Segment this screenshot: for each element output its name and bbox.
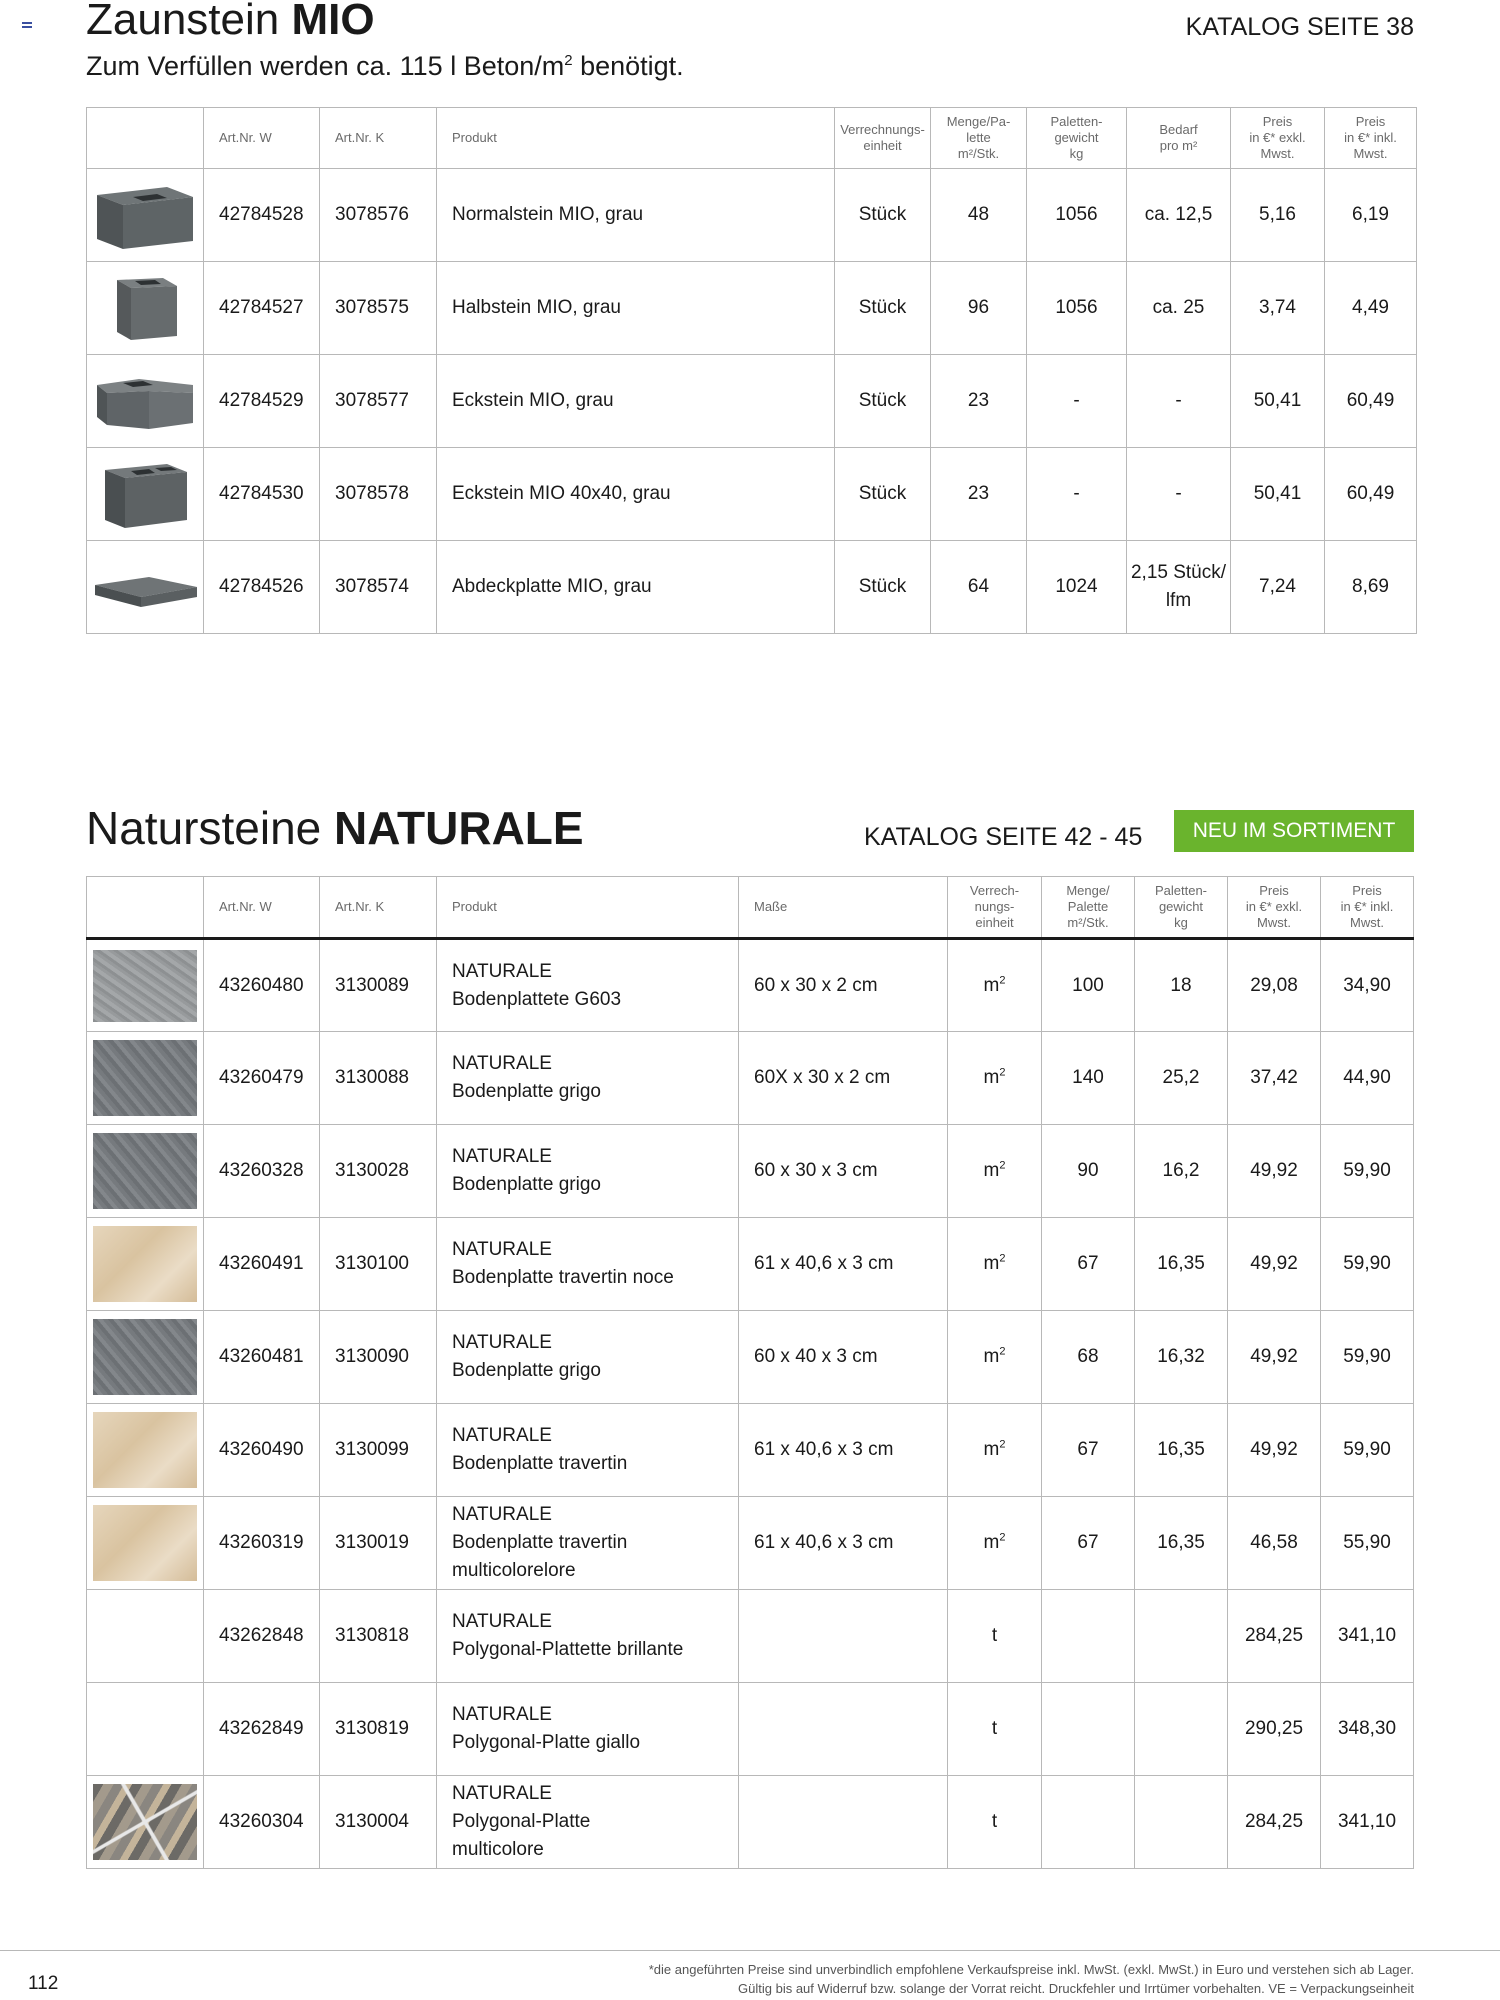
preis-exkl-cell: 50,41 xyxy=(1231,355,1325,448)
art-k-cell: 3130100 xyxy=(320,1218,437,1311)
menge-cell xyxy=(1042,1776,1135,1869)
art-w-cell: 42784526 xyxy=(204,541,320,634)
header-gewicht: Paletten- gewicht kg xyxy=(1027,108,1127,169)
bedarf-cell: - xyxy=(1127,355,1231,448)
preis-inkl-cell: 59,90 xyxy=(1321,1404,1414,1497)
masse-cell xyxy=(739,1776,948,1869)
masse-cell: 60 x 30 x 2 cm xyxy=(739,939,948,1032)
einheit-cell: $m^2$ xyxy=(948,939,1042,1032)
product-image-cell xyxy=(87,1218,204,1311)
art-k-cell: 3130028 xyxy=(320,1125,437,1218)
produkt-cell: NATURALE Polygonal-Platte multicolore xyxy=(437,1776,739,1869)
art-k-cell: 3130019 xyxy=(320,1497,437,1590)
menge-cell: 64 xyxy=(931,541,1027,634)
new-in-range-badge: NEU IM SORTIMENT xyxy=(1174,810,1414,852)
masse-cell: 61 x 40,6 x 3 cm xyxy=(739,1497,948,1590)
masse-cell: 61 x 40,6 x 3 cm xyxy=(739,1404,948,1497)
bedarf-cell: 2,15 Stück/ lfm xyxy=(1127,541,1231,634)
art-w-cell: 42784530 xyxy=(204,448,320,541)
product-image-cell xyxy=(87,262,204,355)
section1-subtitle: Zum Verfüllen werden ca. 115 l Beton/$m^2$ benötigt. xyxy=(86,51,684,81)
art-w-cell: 42784529 xyxy=(204,355,320,448)
table-row xyxy=(87,541,1417,634)
product-image-cell xyxy=(87,1590,204,1683)
menge-cell: 67 xyxy=(1042,1218,1135,1311)
menge-cell: 23 xyxy=(931,448,1027,541)
gewicht-cell: 16,35 xyxy=(1135,1497,1228,1590)
stone-texture-grey-image xyxy=(93,950,197,1022)
table-row xyxy=(87,169,1417,262)
stone-texture-grigo-image xyxy=(93,1319,197,1395)
gewicht-cell xyxy=(1135,1683,1228,1776)
menge-cell xyxy=(1042,1683,1135,1776)
stone-texture-grigo-image xyxy=(93,1040,197,1116)
preis-exkl-cell: 50,41 xyxy=(1231,448,1325,541)
produkt-cell: NATURALE Polygonal-Platte giallo xyxy=(437,1683,739,1776)
header-art-k: Art.Nr. K xyxy=(320,877,437,939)
preis-exkl-cell: 37,42 xyxy=(1228,1032,1321,1125)
menge-cell: 67 xyxy=(1042,1497,1135,1590)
preis-inkl-cell: 59,90 xyxy=(1321,1218,1414,1311)
header-preis-exkl: Preis in €* exkl. Mwst. xyxy=(1231,108,1325,169)
preis-exkl-cell: 284,25 xyxy=(1228,1590,1321,1683)
header-image xyxy=(87,877,204,939)
produkt-cell: Abdeckplatte MIO, grau xyxy=(437,541,835,634)
einheit-cell: Stück xyxy=(835,262,931,355)
preis-inkl-cell: 59,90 xyxy=(1321,1125,1414,1218)
table-row xyxy=(87,262,1417,355)
gewicht-cell xyxy=(1135,1776,1228,1869)
menge-cell: 140 xyxy=(1042,1032,1135,1125)
no-image-placeholder xyxy=(93,1598,197,1674)
table-row xyxy=(87,1218,1414,1311)
einheit-cell: Stück xyxy=(835,169,931,262)
product-image-cell xyxy=(87,1404,204,1497)
preis-exkl-cell: 3,74 xyxy=(1231,262,1325,355)
preis-inkl-cell: 60,49 xyxy=(1325,448,1417,541)
section2-catalog-page: KATALOG SEITE 42 - 45 xyxy=(864,823,1143,851)
preis-exkl-cell: 290,25 xyxy=(1228,1683,1321,1776)
preis-exkl-cell: 46,58 xyxy=(1228,1497,1321,1590)
product-image-cell xyxy=(87,169,204,262)
gewicht-cell: 25,2 xyxy=(1135,1032,1228,1125)
header-masse: Maße xyxy=(739,877,948,939)
produkt-cell: NATURALE Bodenplatte travertin xyxy=(437,1404,739,1497)
masse-cell xyxy=(739,1590,948,1683)
footnote-line-1: *die angeführten Preise sind unverbindlich empfohlene Verkaufspreise inkl. MwSt. (exkl. MwSt.) in Euro und verstehen sich ab Lager. xyxy=(648,1962,1414,1977)
eckstein-40-image xyxy=(93,456,197,532)
product-image-cell xyxy=(87,1497,204,1590)
stone-texture-travertin-image xyxy=(93,1226,197,1302)
einheit-cell: $m^2$ xyxy=(948,1218,1042,1311)
art-k-cell: 3078575 xyxy=(320,262,437,355)
art-w-cell: 43260481 xyxy=(204,1311,320,1404)
art-w-cell: 43260490 xyxy=(204,1404,320,1497)
art-w-cell: 43260304 xyxy=(204,1776,320,1869)
produkt-cell: NATURALE Bodenplatte grigo xyxy=(437,1311,739,1404)
table-row xyxy=(87,355,1417,448)
preis-exkl-cell: 7,24 xyxy=(1231,541,1325,634)
art-w-cell: 42784527 xyxy=(204,262,320,355)
art-k-cell: 3130819 xyxy=(320,1683,437,1776)
produkt-cell: Halbstein MIO, grau xyxy=(437,262,835,355)
table-row xyxy=(87,1311,1414,1404)
preis-exkl-cell: 284,25 xyxy=(1228,1776,1321,1869)
art-w-cell: 43260328 xyxy=(204,1125,320,1218)
price-footnote xyxy=(649,1960,1414,1998)
table-row xyxy=(87,1032,1414,1125)
header-verrechnung: Verrech- nungs- einheit xyxy=(948,877,1042,939)
table-header-row xyxy=(87,877,1414,939)
preis-inkl-cell: 341,10 xyxy=(1321,1776,1414,1869)
preis-inkl-cell: 6,19 xyxy=(1325,169,1417,262)
table-row xyxy=(87,1497,1414,1590)
header-gewicht: Paletten- gewicht kg xyxy=(1135,877,1228,939)
einheit-cell: Stück xyxy=(835,355,931,448)
produkt-cell: NATURALE Bodenplatte grigo xyxy=(437,1125,739,1218)
menge-cell: 96 xyxy=(931,262,1027,355)
menge-cell: 100 xyxy=(1042,939,1135,1032)
product-image-cell xyxy=(87,1776,204,1869)
stone-texture-travertin-image xyxy=(93,1412,197,1488)
menge-cell: 23 xyxy=(931,355,1027,448)
produkt-cell: NATURALE Polygonal-Plattette brillante xyxy=(437,1590,739,1683)
normalstein-image xyxy=(93,177,197,253)
einheit-cell: $m^2$ xyxy=(948,1404,1042,1497)
art-w-cell: 43260319 xyxy=(204,1497,320,1590)
mio-product-table xyxy=(86,107,1417,634)
preis-inkl-cell: 55,90 xyxy=(1321,1497,1414,1590)
bedarf-cell: ca. 25 xyxy=(1127,262,1231,355)
preis-inkl-cell: 341,10 xyxy=(1321,1590,1414,1683)
preis-exkl-cell: 49,92 xyxy=(1228,1218,1321,1311)
table-header-row xyxy=(87,108,1417,169)
einheit-cell: t xyxy=(948,1776,1042,1869)
art-k-cell: 3130099 xyxy=(320,1404,437,1497)
masse-cell: 61 x 40,6 x 3 cm xyxy=(739,1218,948,1311)
section2-title: Natursteine NATURALE xyxy=(86,802,584,854)
gewicht-cell xyxy=(1135,1590,1228,1683)
abdeckplatte-image xyxy=(93,549,197,625)
section1-title: Zaunstein MIO xyxy=(86,0,375,44)
einheit-cell: t xyxy=(948,1590,1042,1683)
header-produkt: Produkt xyxy=(437,877,739,939)
gewicht-cell: 16,35 xyxy=(1135,1218,1228,1311)
stone-texture-travertin-image xyxy=(93,1505,197,1581)
page-number: 112 xyxy=(28,1973,59,1994)
preis-inkl-cell: 8,69 xyxy=(1325,541,1417,634)
bedarf-cell: - xyxy=(1127,448,1231,541)
preis-exkl-cell: 49,92 xyxy=(1228,1311,1321,1404)
gewicht-cell: 18 xyxy=(1135,939,1228,1032)
art-k-cell: 3078574 xyxy=(320,541,437,634)
bedarf-cell: ca. 12,5 xyxy=(1127,169,1231,262)
produkt-cell: NATURALE Bodenplatte travertin noce xyxy=(437,1218,739,1311)
preis-inkl-cell: 34,90 xyxy=(1321,939,1414,1032)
product-image-cell xyxy=(87,1032,204,1125)
table-row xyxy=(87,448,1417,541)
preis-inkl-cell: 4,49 xyxy=(1325,262,1417,355)
art-w-cell: 43262848 xyxy=(204,1590,320,1683)
gewicht-cell: 16,2 xyxy=(1135,1125,1228,1218)
header-menge: Menge/ Palette m²/Stk. xyxy=(1042,877,1135,939)
stone-texture-polygonal-image xyxy=(93,1784,197,1860)
table-row xyxy=(87,1125,1414,1218)
product-image-cell xyxy=(87,541,204,634)
section1-catalog-page: KATALOG SEITE 38 xyxy=(1185,13,1414,41)
header-preis-exkl: Preis in €* exkl. Mwst. xyxy=(1228,877,1321,939)
art-k-cell: 3130089 xyxy=(320,939,437,1032)
no-image-placeholder xyxy=(93,1691,197,1767)
art-k-cell: 3078578 xyxy=(320,448,437,541)
corner-mark xyxy=(22,22,32,30)
footer-divider xyxy=(0,1950,1500,1951)
header-art-w: Art.Nr. W xyxy=(204,108,320,169)
preis-exkl-cell: 49,92 xyxy=(1228,1125,1321,1218)
art-k-cell: 3078576 xyxy=(320,169,437,262)
gewicht-cell: - xyxy=(1027,355,1127,448)
gewicht-cell: 1024 xyxy=(1027,541,1127,634)
preis-inkl-cell: 348,30 xyxy=(1321,1683,1414,1776)
masse-cell: 60X x 30 x 2 cm xyxy=(739,1032,948,1125)
menge-cell: 68 xyxy=(1042,1311,1135,1404)
art-w-cell: 43262849 xyxy=(204,1683,320,1776)
table-row xyxy=(87,1404,1414,1497)
header-preis-inkl: Preis in €* inkl. Mwst. xyxy=(1325,108,1417,169)
einheit-cell: $m^2$ xyxy=(948,1497,1042,1590)
preis-exkl-cell: 49,92 xyxy=(1228,1404,1321,1497)
product-image-cell xyxy=(87,1311,204,1404)
einheit-cell: $m^2$ xyxy=(948,1032,1042,1125)
masse-cell xyxy=(739,1683,948,1776)
art-w-cell: 42784528 xyxy=(204,169,320,262)
halbstein-image xyxy=(93,270,197,346)
header-image xyxy=(87,108,204,169)
header-art-w: Art.Nr. W xyxy=(204,877,320,939)
header-art-k: Art.Nr. K xyxy=(320,108,437,169)
table-row xyxy=(87,939,1414,1032)
gewicht-cell: - xyxy=(1027,448,1127,541)
produkt-cell: Eckstein MIO, grau xyxy=(437,355,835,448)
art-w-cell: 43260491 xyxy=(204,1218,320,1311)
menge-cell: 67 xyxy=(1042,1404,1135,1497)
product-image-cell xyxy=(87,448,204,541)
produkt-cell: NATURALE Bodenplattete G603 xyxy=(437,939,739,1032)
menge-cell: 90 xyxy=(1042,1125,1135,1218)
header-bedarf: Bedarf pro m² xyxy=(1127,108,1231,169)
product-image-cell xyxy=(87,1683,204,1776)
masse-cell: 60 x 40 x 3 cm xyxy=(739,1311,948,1404)
naturale-product-table xyxy=(86,876,1414,1869)
preis-exkl-cell: 5,16 xyxy=(1231,169,1325,262)
gewicht-cell: 1056 xyxy=(1027,262,1127,355)
gewicht-cell: 16,35 xyxy=(1135,1404,1228,1497)
header-verrechnung: Verrechnungs- einheit xyxy=(835,108,931,169)
einheit-cell: Stück xyxy=(835,448,931,541)
preis-inkl-cell: 60,49 xyxy=(1325,355,1417,448)
art-k-cell: 3130004 xyxy=(320,1776,437,1869)
preis-inkl-cell: 59,90 xyxy=(1321,1311,1414,1404)
gewicht-cell: 1056 xyxy=(1027,169,1127,262)
preis-inkl-cell: 44,90 xyxy=(1321,1032,1414,1125)
header-preis-inkl: Preis in €* inkl. Mwst. xyxy=(1321,877,1414,939)
produkt-cell: Eckstein MIO 40x40, grau xyxy=(437,448,835,541)
produkt-cell: NATURALE Bodenplatte travertin multicolorelore xyxy=(437,1497,739,1590)
art-k-cell: 3130090 xyxy=(320,1311,437,1404)
produkt-cell: NATURALE Bodenplatte grigo xyxy=(437,1032,739,1125)
art-w-cell: 43260480 xyxy=(204,939,320,1032)
menge-cell: 48 xyxy=(931,169,1027,262)
footnote-line-2: Gültig bis auf Widerruf bzw. solange der Vorrat reicht. Druckfehler und Irrtümer vorbehalten. VE = Verpackungseinheit xyxy=(738,1981,1414,1996)
einheit-cell: Stück xyxy=(835,541,931,634)
gewicht-cell: 16,32 xyxy=(1135,1311,1228,1404)
produkt-cell: Normalstein MIO, grau xyxy=(437,169,835,262)
masse-cell: 60 x 30 x 3 cm xyxy=(739,1125,948,1218)
einheit-cell: $m^2$ xyxy=(948,1311,1042,1404)
einheit-cell: t xyxy=(948,1683,1042,1776)
preis-exkl-cell: 29,08 xyxy=(1228,939,1321,1032)
header-menge: Menge/Pa- lette m²/Stk. xyxy=(931,108,1027,169)
stone-texture-grigo-image xyxy=(93,1133,197,1209)
table-row xyxy=(87,1683,1414,1776)
art-k-cell: 3078577 xyxy=(320,355,437,448)
table-row xyxy=(87,1776,1414,1869)
product-image-cell xyxy=(87,355,204,448)
product-image-cell xyxy=(87,1125,204,1218)
eckstein-image xyxy=(93,363,197,439)
header-produkt: Produkt xyxy=(437,108,835,169)
menge-cell xyxy=(1042,1590,1135,1683)
einheit-cell: $m^2$ xyxy=(948,1125,1042,1218)
art-k-cell: 3130088 xyxy=(320,1032,437,1125)
table-row xyxy=(87,1590,1414,1683)
art-k-cell: 3130818 xyxy=(320,1590,437,1683)
product-image-cell xyxy=(87,939,204,1032)
art-w-cell: 43260479 xyxy=(204,1032,320,1125)
